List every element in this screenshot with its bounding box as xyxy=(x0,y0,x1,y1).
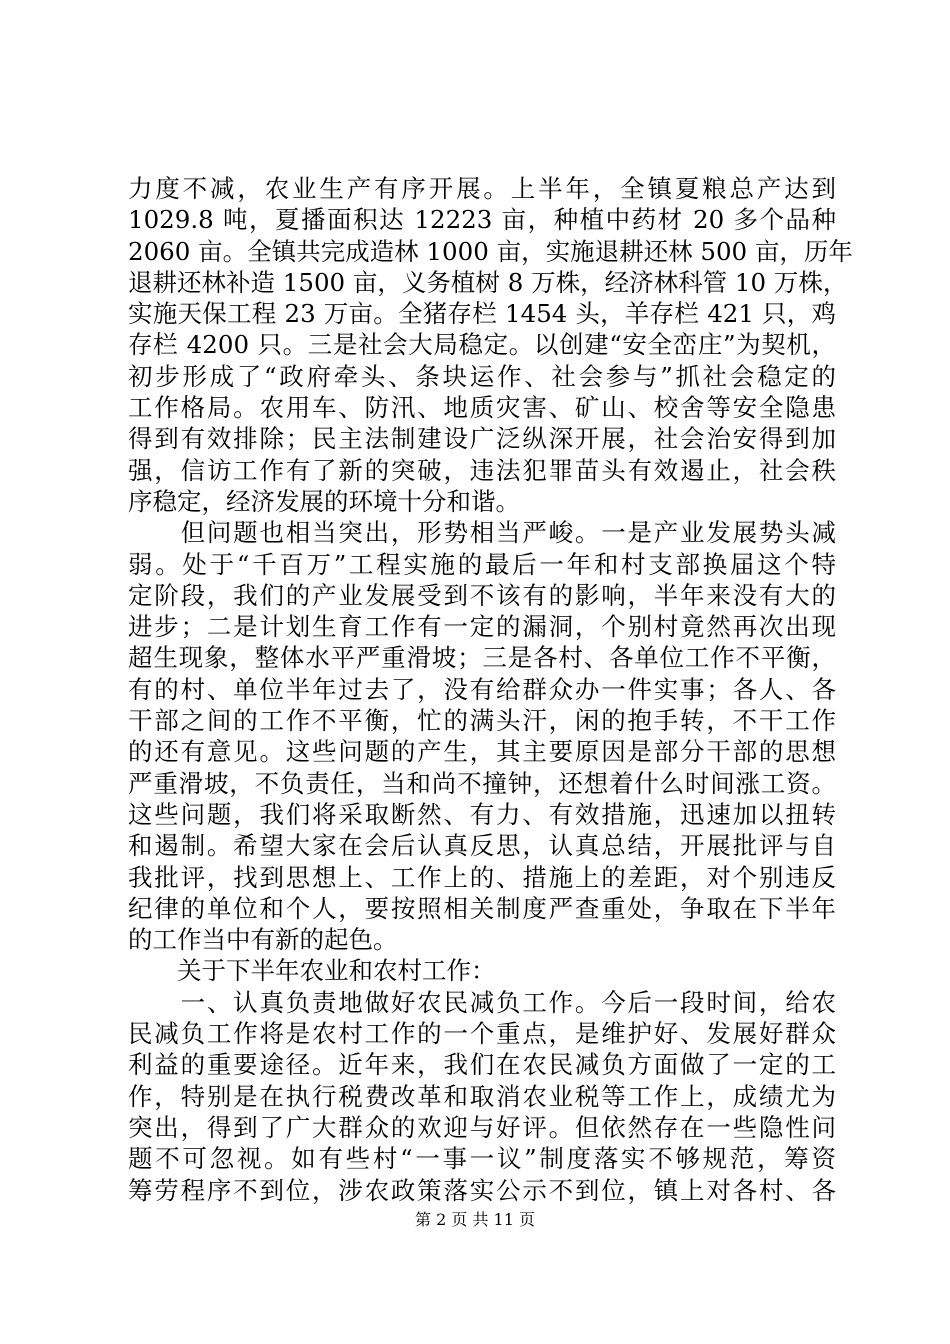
text-line: 但问题也相当突出，形势相当严峻。一是产业发展势头减 xyxy=(128,518,836,548)
text-line: 纪律的单位和个人，要按照相关制度严查重处，争取在下半年 xyxy=(128,893,836,923)
text-line: 我批评，找到思想上、工作上的、措施上的差距，对个别违反 xyxy=(128,862,836,892)
text-line: 工作格局。农用车、防汛、地质灾害、矿山、校舍等安全隐患 xyxy=(128,393,836,423)
text-line: 定阶段，我们的产业发展受到不该有的影响，半年来没有大的 xyxy=(128,580,836,610)
text-line: 实施天保工程 23 万亩。全猪存栏 1454 头，羊存栏 421 只，鸡 xyxy=(128,299,836,329)
page-footer: 第 2 页 共 11 页 xyxy=(415,1210,535,1229)
text-line: 筹劳程序不到位，涉农政策落实公示不到位，镇上对各村、各 xyxy=(128,1175,836,1205)
text-line: 初步形成了“政府牵头、条块运作、社会参与”抓社会稳定的 xyxy=(128,361,836,391)
text-line: 1029.8 吨，夏播面积达 12223 亩，种植中药材 20 多个品种 xyxy=(128,205,836,235)
text-line: 和遏制。希望大家在会后认真反思，认真总结，开展批评与自 xyxy=(128,831,836,861)
text-line: 关于下半年农业和农村工作： xyxy=(128,956,496,986)
text-line: 突出，得到了广大群众的欢迎与好评。但依然存在一些隐性问 xyxy=(128,1112,836,1142)
text-line: 的工作当中有新的起色。 xyxy=(128,925,398,955)
text-line: 民减负工作将是农村工作的一个重点，是维护好、发展好群众 xyxy=(128,1019,836,1049)
text-line: 进步；二是计划生育工作有一定的漏洞，个别村竟然再次出现 xyxy=(128,612,836,642)
text-line: 得到有效排除；民主法制建设广泛纵深开展，社会治安得到加 xyxy=(128,424,836,454)
text-line: 退耕还林补造 1500 亩，义务植树 8 万株，经济林科管 10 万株， xyxy=(128,267,848,297)
text-line: 严重滑坡，不负责任，当和尚不撞钟，还想着什么时间涨工资。 xyxy=(128,768,836,798)
text-line: 存栏 4200 只。三是社会大局稳定。以创建“安全峦庄”为契机， xyxy=(128,330,836,360)
text-line: 强，信访工作有了新的突破，违法犯罪苗头有效遏止，社会秩 xyxy=(128,455,836,485)
text-line: 2060 亩。全镇共完成造林 1000 亩，实施退耕还林 500 亩，历年 xyxy=(128,236,853,266)
text-line: 超生现象，整体水平严重滑坡；三是各村、各单位工作不平衡， xyxy=(128,643,836,673)
text-line: 利益的重要途径。近年来，我们在农民减负方面做了一定的工 xyxy=(128,1050,836,1080)
text-line: 作，特别是在执行税费改革和取消农业税等工作上，成绩尤为 xyxy=(128,1081,836,1111)
text-line: 力度不减，农业生产有序开展。上半年，全镇夏粮总产达到 xyxy=(128,174,836,203)
text-line: 题不可忽视。如有些村“一事一议”制度落实不够规范，筹资 xyxy=(128,1144,836,1174)
text-line: 的还有意见。这些问题的产生，其主要原因是部分干部的思想 xyxy=(128,737,836,767)
text-line: 有的村、单位半年过去了，没有给群众办一件实事；各人、各 xyxy=(128,674,836,704)
text-line: 这些问题，我们将采取断然、有力、有效措施，迅速加以扭转 xyxy=(128,799,836,829)
text-line: 弱。处于“千百万”工程实施的最后一年和村支部换届这个特 xyxy=(128,549,836,579)
text-line: 序稳定，经济发展的环境十分和谐。 xyxy=(128,486,520,516)
text-line: 一、认真负责地做好农民减负工作。今后一段时间，给农 xyxy=(128,987,836,1017)
text-line: 干部之间的工作不平衡，忙的满头汗，闲的抱手转，不干工作 xyxy=(128,706,836,736)
body-text xyxy=(128,173,853,1206)
